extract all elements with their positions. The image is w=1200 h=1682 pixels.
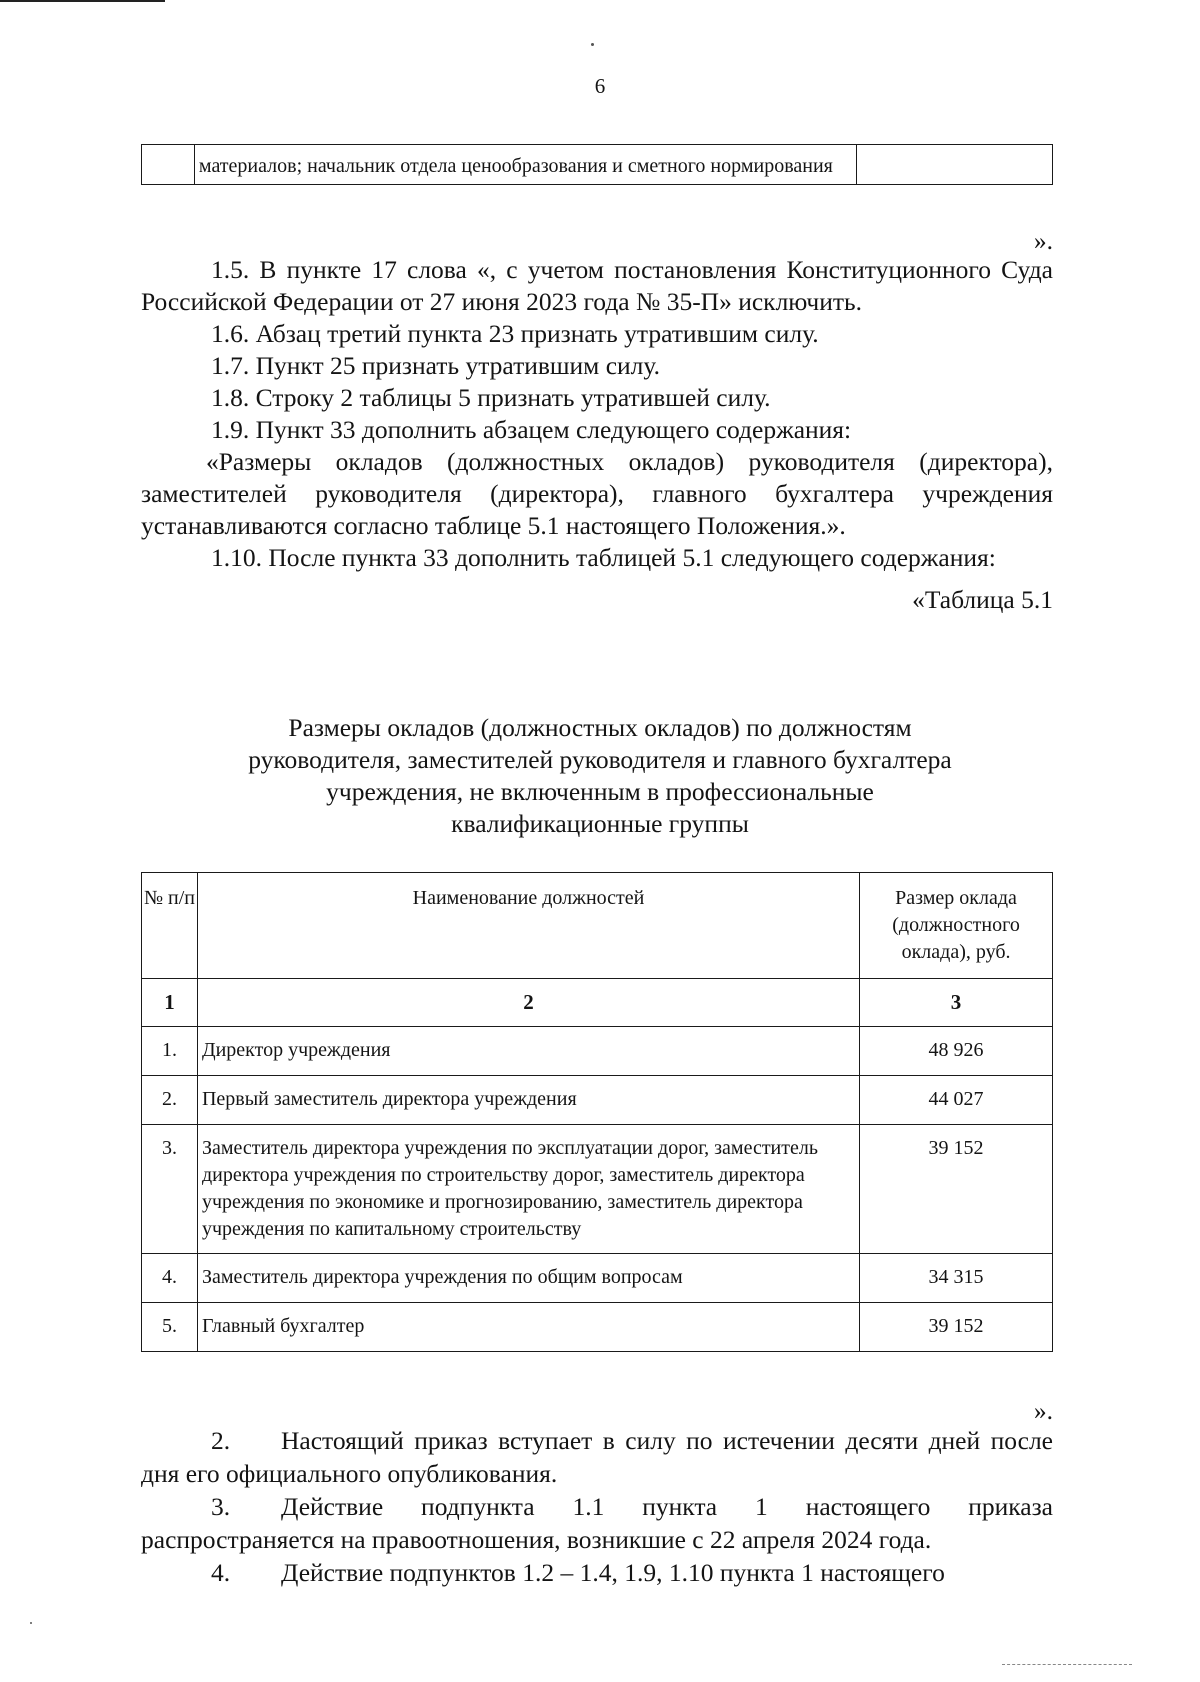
position-name: Первый заместитель директора учреждения [197,1076,859,1125]
header-cell: № п/п [142,873,198,979]
row-number: 1. [142,1027,198,1076]
table-label: «Таблица 5.1 [912,585,1053,614]
paragraph: 1.9. Пункт 33 дополнить абзацем следующего содержания: [211,415,852,444]
position-name: Заместитель директора учреждения по общим вопросам [197,1254,859,1303]
row-number: 4. [142,1254,198,1303]
paragraph: 1.6. Абзац третий пункта 23 признать утратившим силу. [211,319,819,348]
table-header-row [142,873,1053,979]
table-row [142,1125,1053,1254]
paragraph: 1.10. После пункта 33 дополнить таблицей 5.1 следующего содержания: [211,543,996,572]
table-row [142,1076,1053,1125]
paragraph: 1.8. Строку 2 таблицы 5 признать утратившей силу. [211,383,771,412]
numbered-item [141,1490,1053,1556]
closing-quote: ». [1033,1396,1053,1425]
final-provisions [141,1424,1053,1589]
item-number: 3. [211,1492,231,1521]
amendments-text [141,254,1053,616]
header-cell: Размер оклада (должностного оклада), руб. [860,873,1053,979]
salary-value: 39 152 [860,1125,1053,1254]
numbered-item [141,1556,1053,1589]
item-text: Действие подпунктов 1.2 – 1.4, 1.9, 1.10 пункта 1 настоящего [281,1558,945,1587]
item-text: Настоящий приказ вступает в силу по истечении десяти дней после дня его официального опубликования. [141,1426,1053,1488]
row-number: 2. [142,1076,198,1125]
scan-speck [591,43,594,46]
bottom-scan-line [1002,1664,1132,1665]
row-number: 5. [142,1303,198,1352]
table-cell: материалов; начальник отдела ценообразования и сметного нормирования [194,145,856,185]
top-border-line [0,0,165,2]
table-title: Размеры окладов (должностных окладов) по должностям руководителя, заместителей руководителя и главного бухгалтера учреждения, не включенным в профессиональные квалификационные группы [248,713,952,838]
salary-value: 44 027 [860,1076,1053,1125]
column-number-row [142,979,1053,1027]
item-number: 2. [211,1426,231,1455]
table-row [142,145,1053,185]
position-name: Заместитель директора учреждения по эксплуатации дорог, заместитель директора учреждения по строительству дорог, заместитель директора учреждения по экономике и прогнозированию, заместитель директора учреждения по капитальному строительству [197,1125,859,1254]
table-row [142,1254,1053,1303]
column-number: 2 [197,979,859,1027]
column-number: 3 [860,979,1053,1027]
salary-value: 39 152 [860,1303,1053,1352]
item-text: Действие подпункта 1.1 пункта 1 настоящего приказа распространяется на правоотношения, возникшие с 22 апреля 2024 года. [141,1492,1053,1554]
paragraph: 1.5. В пункте 17 слова «, с учетом постановления Конституционного Суда Российской Федерации от 27 июня 2023 года № 35-П» исключить. [141,255,1053,316]
row-number: 3. [142,1125,198,1254]
paragraph: «Размеры окладов (должностных окладов) руководителя (директора), заместителей руководителя (директора), главного бухгалтера учреждения устанавливаются согласно таблице 5.1 настоящего Положения.». [141,447,1053,540]
scan-speck [30,1622,32,1624]
closing-quote: ». [1033,226,1053,255]
table-row [142,1027,1053,1076]
column-number: 1 [142,979,198,1027]
table-cell [857,145,1053,185]
salary-table [141,872,1053,1352]
position-name: Главный бухгалтер [197,1303,859,1352]
salary-value: 34 315 [860,1254,1053,1303]
position-name: Директор учреждения [197,1027,859,1076]
page-number: 6 [594,74,606,98]
continuation-table [141,144,1053,185]
header-cell: Наименование должностей [197,873,859,979]
numbered-item [141,1424,1053,1490]
salary-value: 48 926 [860,1027,1053,1076]
table-cell [142,145,195,185]
table-row [142,1303,1053,1352]
item-number: 4. [211,1558,231,1587]
paragraph: 1.7. Пункт 25 признать утратившим силу. [211,351,660,380]
